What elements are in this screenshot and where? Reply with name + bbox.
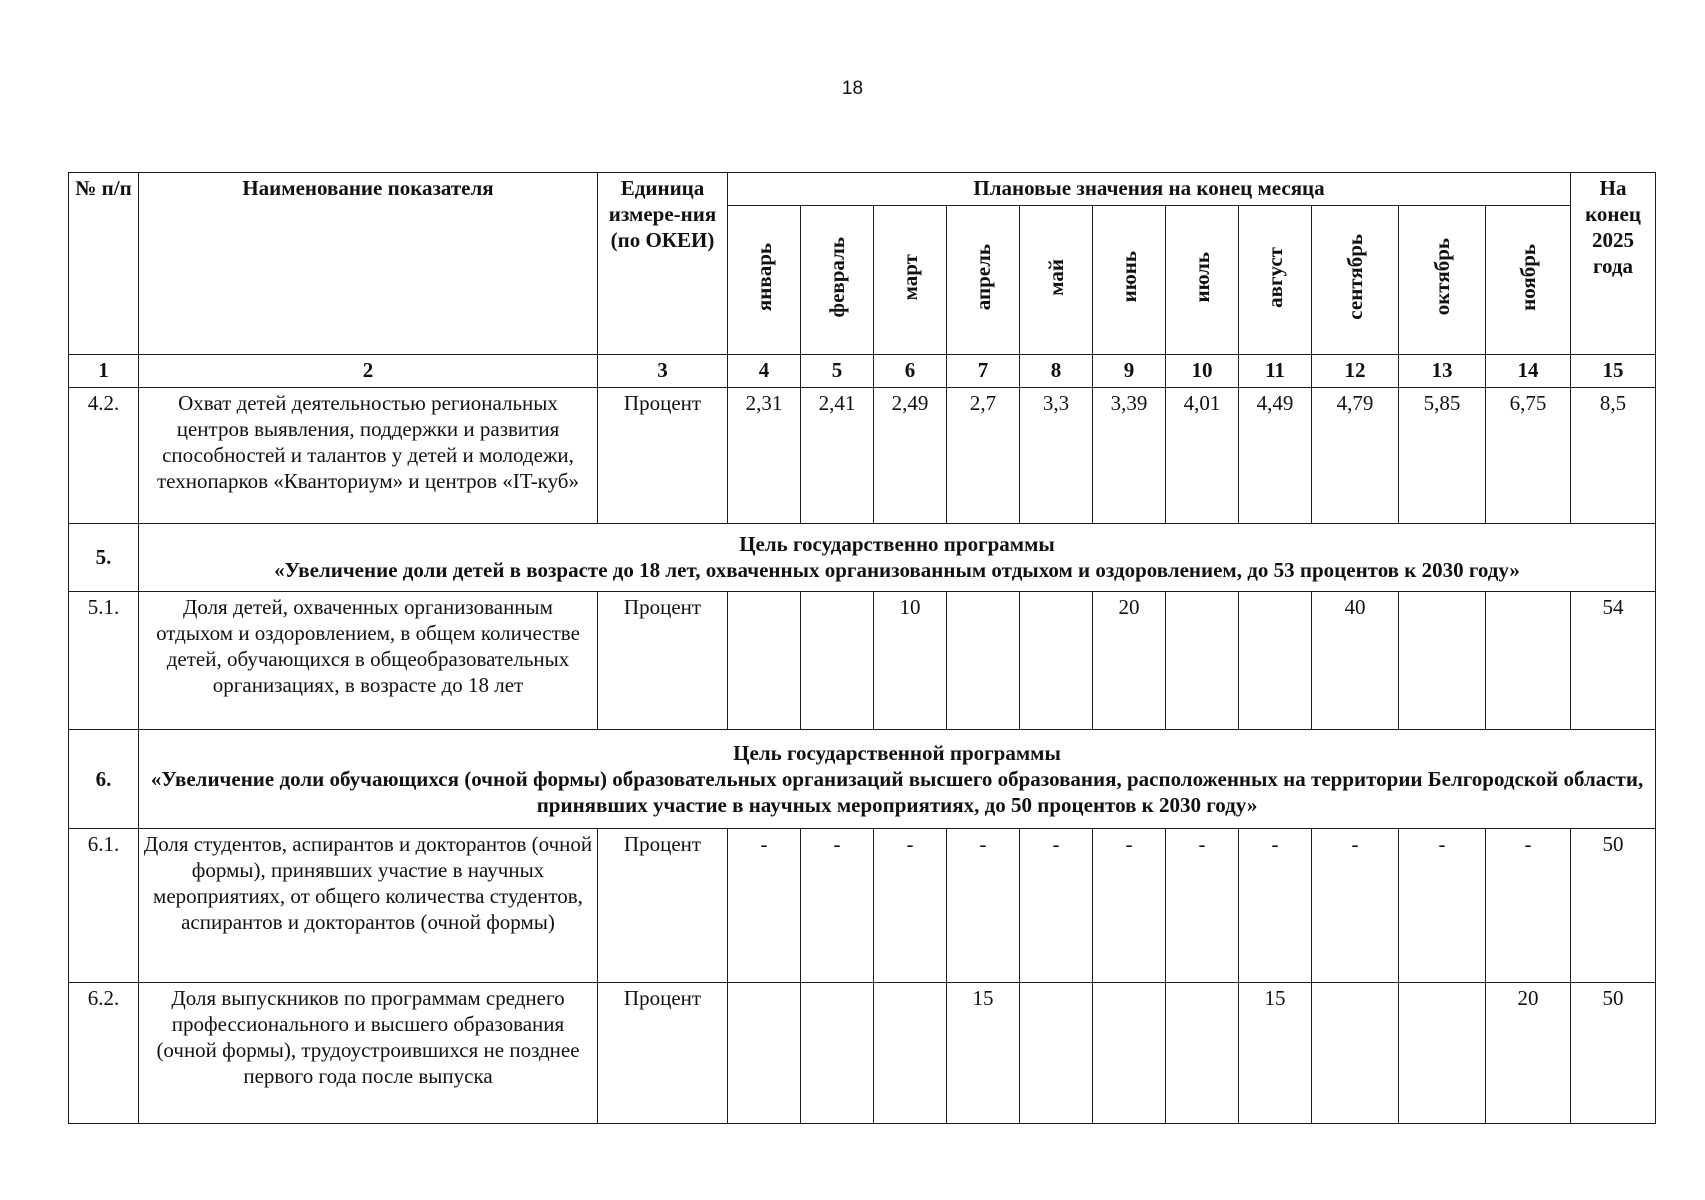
monthly-value: [1399, 983, 1486, 1124]
month-label: июнь: [1117, 251, 1141, 303]
goal-title: Цель государственной программы: [733, 740, 1061, 765]
header-year-end: На конец 2025 года: [1571, 173, 1656, 355]
monthly-value: [1020, 983, 1093, 1124]
monthly-value: 15: [1239, 983, 1312, 1124]
header-indicator-name: Наименование показателя: [139, 173, 598, 355]
header-month-11: [1486, 206, 1571, 355]
goal-title: Цель государственно программы: [739, 532, 1055, 557]
monthly-value: 4,49: [1239, 388, 1312, 524]
header-month-1: [728, 206, 801, 355]
column-number: 3: [598, 355, 728, 388]
monthly-value: 2,41: [801, 388, 874, 524]
column-number: 7: [947, 355, 1020, 388]
header-month-3: [874, 206, 947, 355]
monthly-value: 3,39: [1093, 388, 1166, 524]
monthly-value: -: [1166, 828, 1239, 982]
column-number: 6: [874, 355, 947, 388]
monthly-value: -: [1093, 828, 1166, 982]
month-label: февраль: [825, 236, 849, 318]
monthly-value: 15: [947, 983, 1020, 1124]
goal-number: 6.: [69, 729, 139, 828]
goal-number: 5.: [69, 524, 139, 591]
header-month-5: [1020, 206, 1093, 355]
monthly-value: -: [1399, 828, 1486, 982]
indicator-number: 4.2.: [69, 388, 139, 524]
monthly-value: 2,31: [728, 388, 801, 524]
indicator-name: Доля выпускников по программам среднего профессионального и высшего образования (очной формы), трудоустроившихся не позднее первого года после выпуска: [139, 983, 598, 1124]
header-month-9: [1312, 206, 1399, 355]
monthly-value: -: [1239, 828, 1312, 982]
indicator-row: [69, 388, 1656, 524]
header-month-10: [1399, 206, 1486, 355]
header-number: № п/п: [69, 173, 139, 355]
header-month-2: [801, 206, 874, 355]
header-month-4: [947, 206, 1020, 355]
monthly-value: 6,75: [1486, 388, 1571, 524]
monthly-value: 2,7: [947, 388, 1020, 524]
column-number: 15: [1571, 355, 1656, 388]
monthly-value: 5,85: [1399, 388, 1486, 524]
monthly-value: [1399, 591, 1486, 729]
monthly-value: [728, 591, 801, 729]
monthly-value: [1093, 983, 1166, 1124]
monthly-value: [1312, 983, 1399, 1124]
column-number: 2: [139, 355, 598, 388]
column-number: 10: [1166, 355, 1239, 388]
month-label: октябрь: [1430, 238, 1454, 316]
column-number: 4: [728, 355, 801, 388]
header-month-8: [1239, 206, 1312, 355]
indicator-row: [69, 828, 1656, 982]
goal-text-cell: [139, 524, 1656, 591]
monthly-value: 10: [874, 591, 947, 729]
monthly-value: [801, 591, 874, 729]
goal-description: «Увеличение доли обучающихся (очной формы) образовательных организаций высшего образования, расположенных на территории Белгородской области, принявших участие в научных мероприятиях, до 50 процентов к 2030 году»: [150, 766, 1644, 817]
monthly-value: 40: [1312, 591, 1399, 729]
month-label: июль: [1190, 251, 1214, 303]
indicator-number: 6.1.: [69, 828, 139, 982]
monthly-value: [1486, 591, 1571, 729]
year-end-value: 8,5: [1571, 388, 1656, 524]
header-plan-values: Плановые значения на конец месяца: [728, 173, 1571, 206]
monthly-value: 20: [1486, 983, 1571, 1124]
monthly-value: 4,79: [1312, 388, 1399, 524]
month-label: январь: [752, 242, 776, 312]
monthly-value: -: [1486, 828, 1571, 982]
monthly-value: -: [1020, 828, 1093, 982]
indicator-row: [69, 983, 1656, 1124]
month-label: апрель: [971, 243, 995, 311]
indicator-name: Доля студентов, аспирантов и докторантов (очной формы), принявших участие в научных мероприятиях, от общего количества студентов, аспирантов и докторантов (очной формы): [139, 828, 598, 982]
column-number: 1: [69, 355, 139, 388]
column-number: 14: [1486, 355, 1571, 388]
monthly-value: -: [728, 828, 801, 982]
goal-row: [69, 524, 1656, 591]
monthly-value: -: [874, 828, 947, 982]
goal-row: [69, 729, 1656, 828]
monthly-value: -: [1312, 828, 1399, 982]
monthly-value: [874, 983, 947, 1124]
indicator-number: 6.2.: [69, 983, 139, 1124]
year-end-value: 50: [1571, 983, 1656, 1124]
month-label: ноябрь: [1516, 243, 1541, 311]
monthly-value: [1166, 983, 1239, 1124]
indicator-unit: Процент: [598, 591, 728, 729]
month-label: сентябрь: [1343, 234, 1367, 320]
column-number: 9: [1093, 355, 1166, 388]
indicator-row: [69, 591, 1656, 729]
column-number: 12: [1312, 355, 1399, 388]
indicator-unit: Процент: [598, 983, 728, 1124]
column-number: 11: [1239, 355, 1312, 388]
monthly-value: [728, 983, 801, 1124]
monthly-value: [801, 983, 874, 1124]
monthly-value: [1166, 591, 1239, 729]
year-end-value: 50: [1571, 828, 1656, 982]
page-number: 18: [841, 78, 864, 99]
indicator-name: Охват детей деятельностью региональных центров выявления, поддержки и развития способностей и талантов у детей и молодежи, технопарков «Кванториум» и центров «IT-куб»: [139, 388, 598, 524]
indicator-unit: Процент: [598, 828, 728, 982]
column-number: 13: [1399, 355, 1486, 388]
indicator-unit: Процент: [598, 388, 728, 524]
header-month-6: [1093, 206, 1166, 355]
indicators-table: [68, 172, 1656, 1124]
monthly-value: 4,01: [1166, 388, 1239, 524]
monthly-value: 20: [1093, 591, 1166, 729]
monthly-value: [1239, 591, 1312, 729]
monthly-value: -: [801, 828, 874, 982]
column-number: 8: [1020, 355, 1093, 388]
monthly-value: [1020, 591, 1093, 729]
monthly-value: [947, 591, 1020, 729]
header-unit: Единица измере-ния (по ОКЕИ): [598, 173, 728, 355]
monthly-value: 3,3: [1020, 388, 1093, 524]
year-end-value: 54: [1571, 591, 1656, 729]
monthly-value: 2,49: [874, 388, 947, 524]
monthly-value: -: [947, 828, 1020, 982]
goal-description: «Увеличение доли детей в возрасте до 18 лет, охваченных организованным отдыхом и оздоровлением, до 53 процентов к 2030 году»: [274, 558, 1520, 583]
indicator-name: Доля детей, охваченных организованным отдыхом и оздоровлением, в общем количестве детей, обучающихся в общеобразовательных организациях, в возрасте до 18 лет: [139, 591, 598, 729]
month-label: май: [1044, 258, 1068, 296]
header-month-7: [1166, 206, 1239, 355]
month-label: март: [898, 253, 922, 301]
goal-text-cell: [139, 729, 1656, 828]
indicator-number: 5.1.: [69, 591, 139, 729]
column-number: 5: [801, 355, 874, 388]
month-label: август: [1263, 246, 1287, 308]
